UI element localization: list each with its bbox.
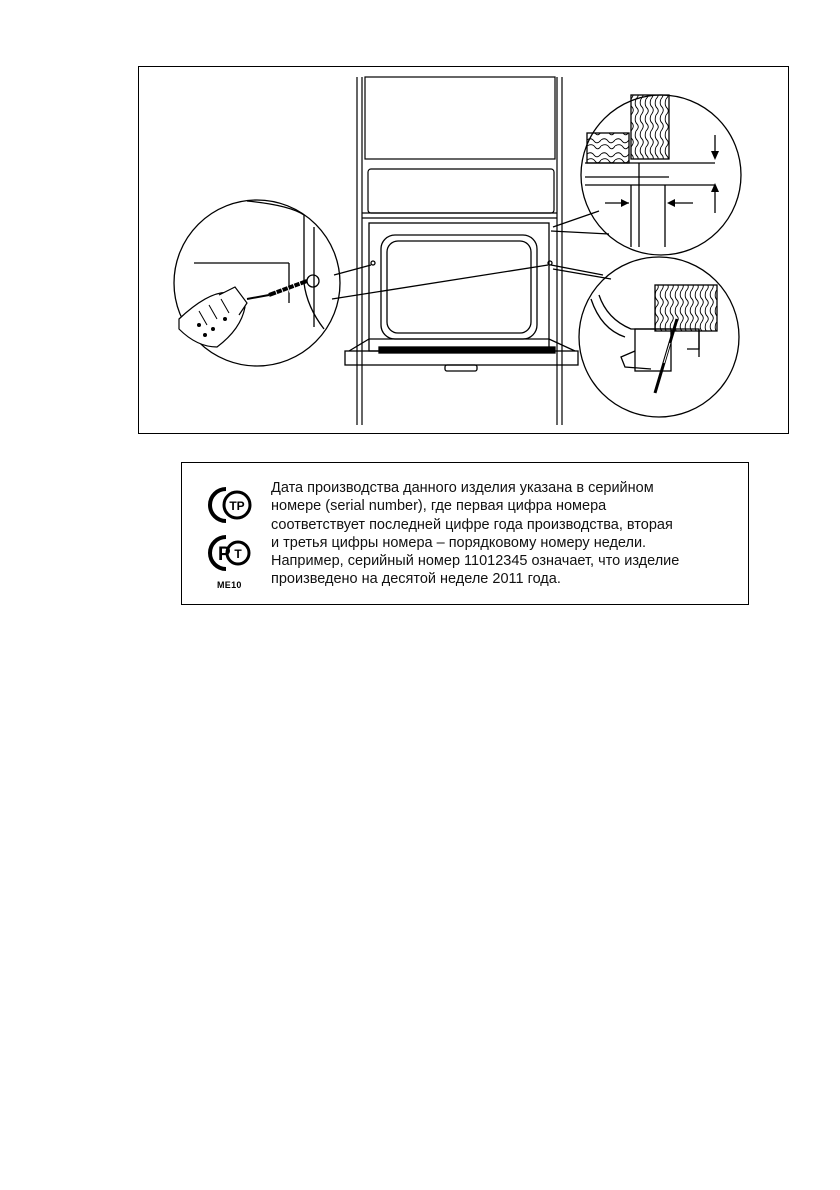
notice-line: соответствует последней цифре года производства, вторая [271,516,673,533]
certification-marks [204,481,256,586]
installation-illustration [139,67,790,435]
notice-text [271,479,741,589]
svg-text:Т: Т [234,547,242,561]
svg-text:ТР: ТР [229,499,245,513]
certification-code: ME10 [217,580,242,590]
notice-line: Например, серийный номер 11012345 означает, что изделие [271,553,680,570]
detail-fixing [551,257,739,417]
installation-figure [138,66,789,434]
production-date-notice [181,462,749,605]
eac-mark-icon [204,481,256,581]
oven [345,223,578,371]
notice-line: и третья цифры номера – порядковому номеру недели. [271,534,647,551]
notice-line: Дата производства данного изделия указана в серийном [271,480,654,496]
notice-line: произведено на десятой неделе 2011 года. [271,571,561,588]
detail-gaps [551,95,741,255]
svg-text:Р: Р [218,544,231,565]
notice-line: номере (serial number), где первая цифра номера [271,498,607,515]
detail-screwing [174,200,548,366]
